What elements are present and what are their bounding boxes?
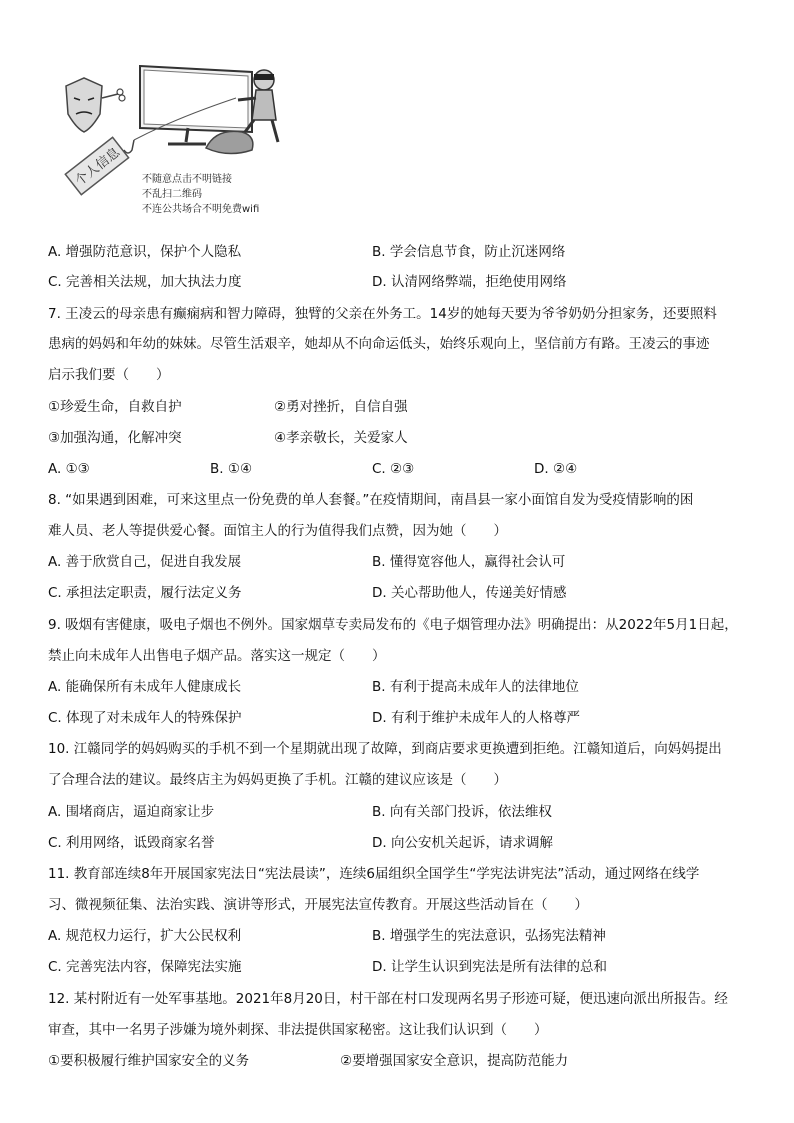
q10-option-d[interactable]: D. 向公安机关起诉，请求调解 [372,835,553,851]
q6-option-d[interactable]: D. 认清网络弊端，拒绝使用网络 [372,274,567,290]
q7-stem-line: 患病的妈妈和年幼的妹妹。尽管生活艰辛，她却从不向命运低头，始终乐观向上，坚信前方有路。王凌云的事迹 [48,336,710,352]
q10-stem-line: 了合理合法的建议。最终店主为妈妈更换了手机。江赣的建议应该是（ ） [48,772,507,788]
shield-icon [66,78,102,132]
q11-option-a[interactable]: A. 规范权力运行，扩大公民权利 [48,928,242,944]
q7-item-3: ③加强沟通，化解冲突 [48,430,182,446]
q6-option-a[interactable]: A. 增强防范意识，保护个人隐私 [48,244,242,260]
q7-stem-line: 启示我们要（ ） [48,367,170,383]
q8-stem-line: 8. “如果遇到困难，可来这里点一份免费的单人套餐。”在疫情期间，南昌县一家小面馆自发为受疫情影响的困 [48,492,694,508]
q8-option-c[interactable]: C. 承担法定职责，履行法定义务 [48,585,242,601]
q9-stem-line: 9. 吸烟有害健康，吸电子烟也不例外。国家烟草专卖局发布的《电子烟管理办法》明确提出：从2022年5月1日起， [48,617,738,633]
q12-item-1: ①要积极履行维护国家安全的义务 [48,1053,250,1069]
personal-info-tag [65,137,128,194]
q12-stem-line: 12. 某村附近有一处军事基地。2021年8月20日，村干部在村口发现两名男子形迹可疑，便迅速向派出所报告。经 [48,991,728,1007]
q7-stem-line: 7. 王凌云的母亲患有癫痫病和智力障碍，独臂的父亲在外务工。14岁的她每天要为爷爷奶奶分担家务，还要照料 [48,306,717,322]
q8-option-b[interactable]: B. 懂得宽容他人，赢得社会认可 [372,554,566,570]
caption-line: 不连公共场合不明免费wifi [142,204,260,215]
q6-option-b[interactable]: B. 学会信息节食，防止沉迷网络 [372,244,566,260]
q9-option-d[interactable]: D. 有利于维护未成年人的人格尊严 [372,710,580,726]
q7-option-a[interactable]: A. ①③ [48,461,90,477]
caption-line: 不随意点击不明链接 [142,174,232,185]
q12-item-2: ②要增强国家安全意识，提高防范能力 [340,1053,569,1069]
illustration-caption [142,172,259,217]
q9-option-a[interactable]: A. 能确保所有未成年人健康成长 [48,679,242,695]
q11-stem-line: 习、微视频征集、法治实践、演讲等形式，开展宪法宣传教育。开展这些活动旨在（ ） [48,897,588,913]
tag-text: 个人信息 [72,145,123,190]
q11-option-c[interactable]: C. 完善宪法内容，保障宪法实施 [48,959,242,975]
q9-option-b[interactable]: B. 有利于提高未成年人的法律地位 [372,679,579,695]
q10-option-b[interactable]: B. 向有关部门投诉，依法维权 [372,804,552,820]
q11-option-b[interactable]: B. 增强学生的宪法意识，弘扬宪法精神 [372,928,606,944]
q10-option-c[interactable]: C. 利用网络，诋毁商家名誉 [48,835,215,851]
q7-option-d[interactable]: D. ②④ [534,461,578,477]
q10-option-a[interactable]: A. 围堵商店，逼迫商家让步 [48,804,215,820]
q7-item-2: ②勇对挫折，自信自强 [274,399,408,415]
q11-stem-line: 11. 教育部连续8年开展国家宪法日“宪法晨读”，连续6届组织全国学生“学宪法讲宪法”活动，通过网络在线学 [48,866,700,882]
caption-line: 不乱扫二维码 [142,189,202,200]
q8-stem-line: 难人员、老人等提供爱心餐。面馆主人的行为值得我们点赞，因为她（ ） [48,523,507,539]
q7-item-4: ④孝亲敬长，关爱家人 [274,430,408,446]
q7-option-c[interactable]: C. ②③ [372,461,415,477]
q8-option-a[interactable]: A. 善于欣赏自己，促进自我发展 [48,554,242,570]
q6-option-c[interactable]: C. 完善相关法规，加大执法力度 [48,274,242,290]
q9-stem-line: 禁止向未成年人出售电子烟产品。落实这一规定（ ） [48,648,386,664]
q7-item-1: ①珍爱生命，自救自护 [48,399,182,415]
q9-option-c[interactable]: C. 体现了对未成年人的特殊保护 [48,710,242,726]
q12-stem-line: 审查，其中一名男子涉嫌为境外刺探、非法提供国家秘密。这让我们认识到（ ） [48,1022,548,1038]
q11-option-d[interactable]: D. 让学生认识到宪法是所有法律的总和 [372,959,607,975]
q7-option-b[interactable]: B. ①④ [210,461,253,477]
q8-option-d[interactable]: D. 关心帮助他人，传递美好情感 [372,585,567,601]
q10-stem-line: 10. 江赣同学的妈妈购买的手机不到一个星期就出现了故障，到商店要求更换遭到拒绝。江赣知道后，向妈妈提出 [48,741,722,757]
